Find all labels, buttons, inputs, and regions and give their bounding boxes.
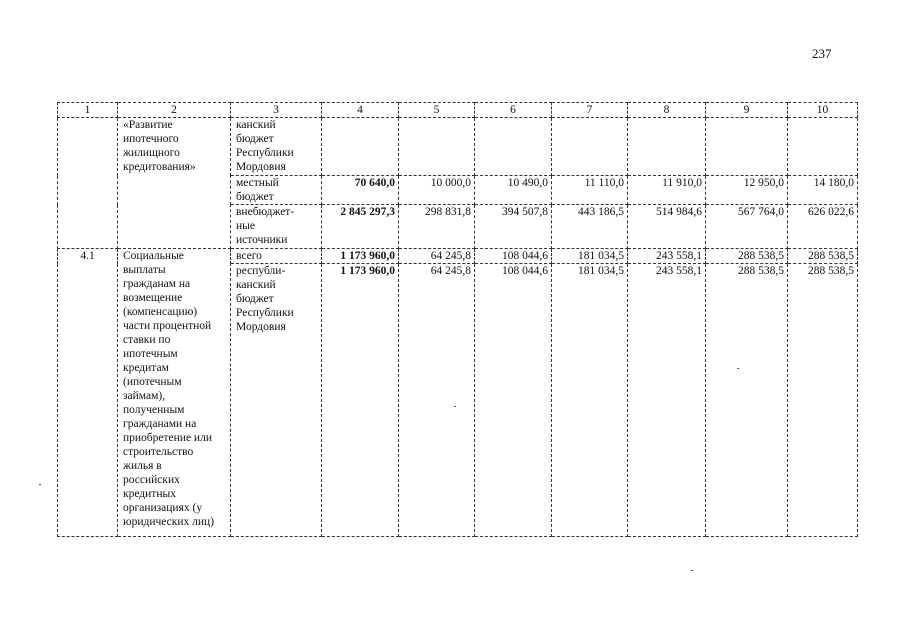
- value-cell: 288 538,5: [706, 264, 788, 537]
- name-line: юридических лиц): [123, 516, 215, 528]
- name-line: ставки по: [123, 334, 171, 346]
- name-line: части процентной: [123, 320, 212, 332]
- header-cell: 9: [706, 103, 788, 118]
- value-cell: 288 538,5: [706, 249, 788, 264]
- value-cell: 243 558,1: [628, 249, 706, 264]
- value-cell: 626 022,6: [788, 205, 858, 249]
- header-cell: 5: [399, 103, 475, 118]
- name-line: ипотечного: [123, 133, 179, 145]
- name-line: ипотечным: [123, 348, 178, 360]
- value-cell: 394 507,8: [475, 205, 552, 249]
- header-row: [58, 103, 858, 118]
- value-cell: 64 245,8: [399, 264, 475, 537]
- value-cell: 1 173 960,0: [322, 264, 399, 537]
- funding-source: [231, 176, 322, 205]
- value-cell: 567 764,0: [706, 205, 788, 249]
- value-cell: [706, 118, 788, 176]
- name-line: жилья в: [123, 460, 162, 472]
- header-cell: 3: [231, 103, 322, 118]
- source-line: бюджет: [236, 293, 274, 305]
- value-cell: 514 984,6: [628, 205, 706, 249]
- header-cell: 6: [475, 103, 552, 118]
- name-line: Социальные: [123, 250, 184, 262]
- funding-source: [231, 264, 322, 537]
- source-line: бюджет: [236, 191, 274, 203]
- value-cell: 10 000,0: [399, 176, 475, 205]
- scan-speck: [737, 368, 739, 369]
- value-cell: 243 558,1: [628, 264, 706, 537]
- source-line: Мордовия: [236, 321, 286, 333]
- value-cell: 1 173 960,0: [322, 249, 399, 264]
- value-cell: 108 044,6: [475, 264, 552, 537]
- name-line: кредитования»: [123, 161, 196, 173]
- value-cell: [628, 118, 706, 176]
- table-row: [58, 118, 858, 176]
- name-line: гражданами на: [123, 418, 197, 430]
- header-cell: 2: [118, 103, 231, 118]
- budget-table: [57, 102, 858, 537]
- name-line: организациях (у: [123, 502, 203, 514]
- value-cell: [475, 118, 552, 176]
- source-line: внебюджет-: [236, 206, 295, 218]
- value-cell: [322, 118, 399, 176]
- value-cell: 298 831,8: [399, 205, 475, 249]
- funding-source: [231, 249, 322, 264]
- name-line: «Развитие: [123, 119, 173, 131]
- name-line: жилищного: [123, 147, 180, 159]
- source-line: канский: [236, 279, 276, 291]
- row-number: 4.1: [58, 249, 118, 537]
- value-cell: 288 538,5: [788, 249, 858, 264]
- program-name: [118, 118, 231, 249]
- value-cell: 14 180,0: [788, 176, 858, 205]
- source-line: всего: [236, 250, 262, 262]
- source-line: Республики: [236, 147, 294, 159]
- value-cell: 11 110,0: [552, 176, 628, 205]
- name-line: кредитам: [123, 362, 169, 374]
- row-number: [58, 118, 118, 249]
- value-cell: 70 640,0: [322, 176, 399, 205]
- header-cell: 8: [628, 103, 706, 118]
- value-cell: 181 034,5: [552, 249, 628, 264]
- source-line: бюджет: [236, 133, 274, 145]
- name-line: выплаты: [123, 264, 166, 276]
- source-line: ные: [236, 220, 255, 232]
- value-cell: 11 910,0: [628, 176, 706, 205]
- scan-speck: [691, 570, 693, 571]
- header-cell: 10: [788, 103, 858, 118]
- value-cell: 64 245,8: [399, 249, 475, 264]
- name-line: (ипотечным: [123, 376, 182, 388]
- value-cell: [399, 118, 475, 176]
- source-line: Мордовия: [236, 161, 286, 173]
- scan-speck: [454, 406, 456, 407]
- source-line: местный: [236, 177, 279, 189]
- name-line: займам),: [123, 390, 166, 402]
- source-line: источники: [236, 234, 288, 246]
- value-cell: 443 186,5: [552, 205, 628, 249]
- program-name: [118, 249, 231, 537]
- source-line: республи-: [236, 265, 286, 277]
- name-line: (компенсацию): [123, 306, 198, 318]
- header-cell: 4: [322, 103, 399, 118]
- name-line: возмещение: [123, 292, 183, 304]
- value-cell: 108 044,6: [475, 249, 552, 264]
- page-number: 237: [812, 46, 832, 61]
- scan-speck: [39, 484, 41, 485]
- funding-source: [231, 205, 322, 249]
- value-cell: 181 034,5: [552, 264, 628, 537]
- value-cell: 288 538,5: [788, 264, 858, 537]
- table-row: [58, 249, 858, 264]
- name-line: приобретение или: [123, 432, 212, 444]
- name-line: гражданам на: [123, 278, 191, 290]
- name-line: кредитных: [123, 488, 176, 500]
- value-cell: 12 950,0: [706, 176, 788, 205]
- name-line: российских: [123, 474, 180, 486]
- source-line: канский: [236, 119, 276, 131]
- value-cell: 10 490,0: [475, 176, 552, 205]
- value-cell: 2 845 297,3: [322, 205, 399, 249]
- funding-source: [231, 118, 322, 176]
- name-line: строительство: [123, 446, 194, 458]
- value-cell: [552, 118, 628, 176]
- header-cell: 7: [552, 103, 628, 118]
- header-cell: 1: [58, 103, 118, 118]
- name-line: полученным: [123, 404, 185, 416]
- source-line: Республики: [236, 307, 294, 319]
- value-cell: [788, 118, 858, 176]
